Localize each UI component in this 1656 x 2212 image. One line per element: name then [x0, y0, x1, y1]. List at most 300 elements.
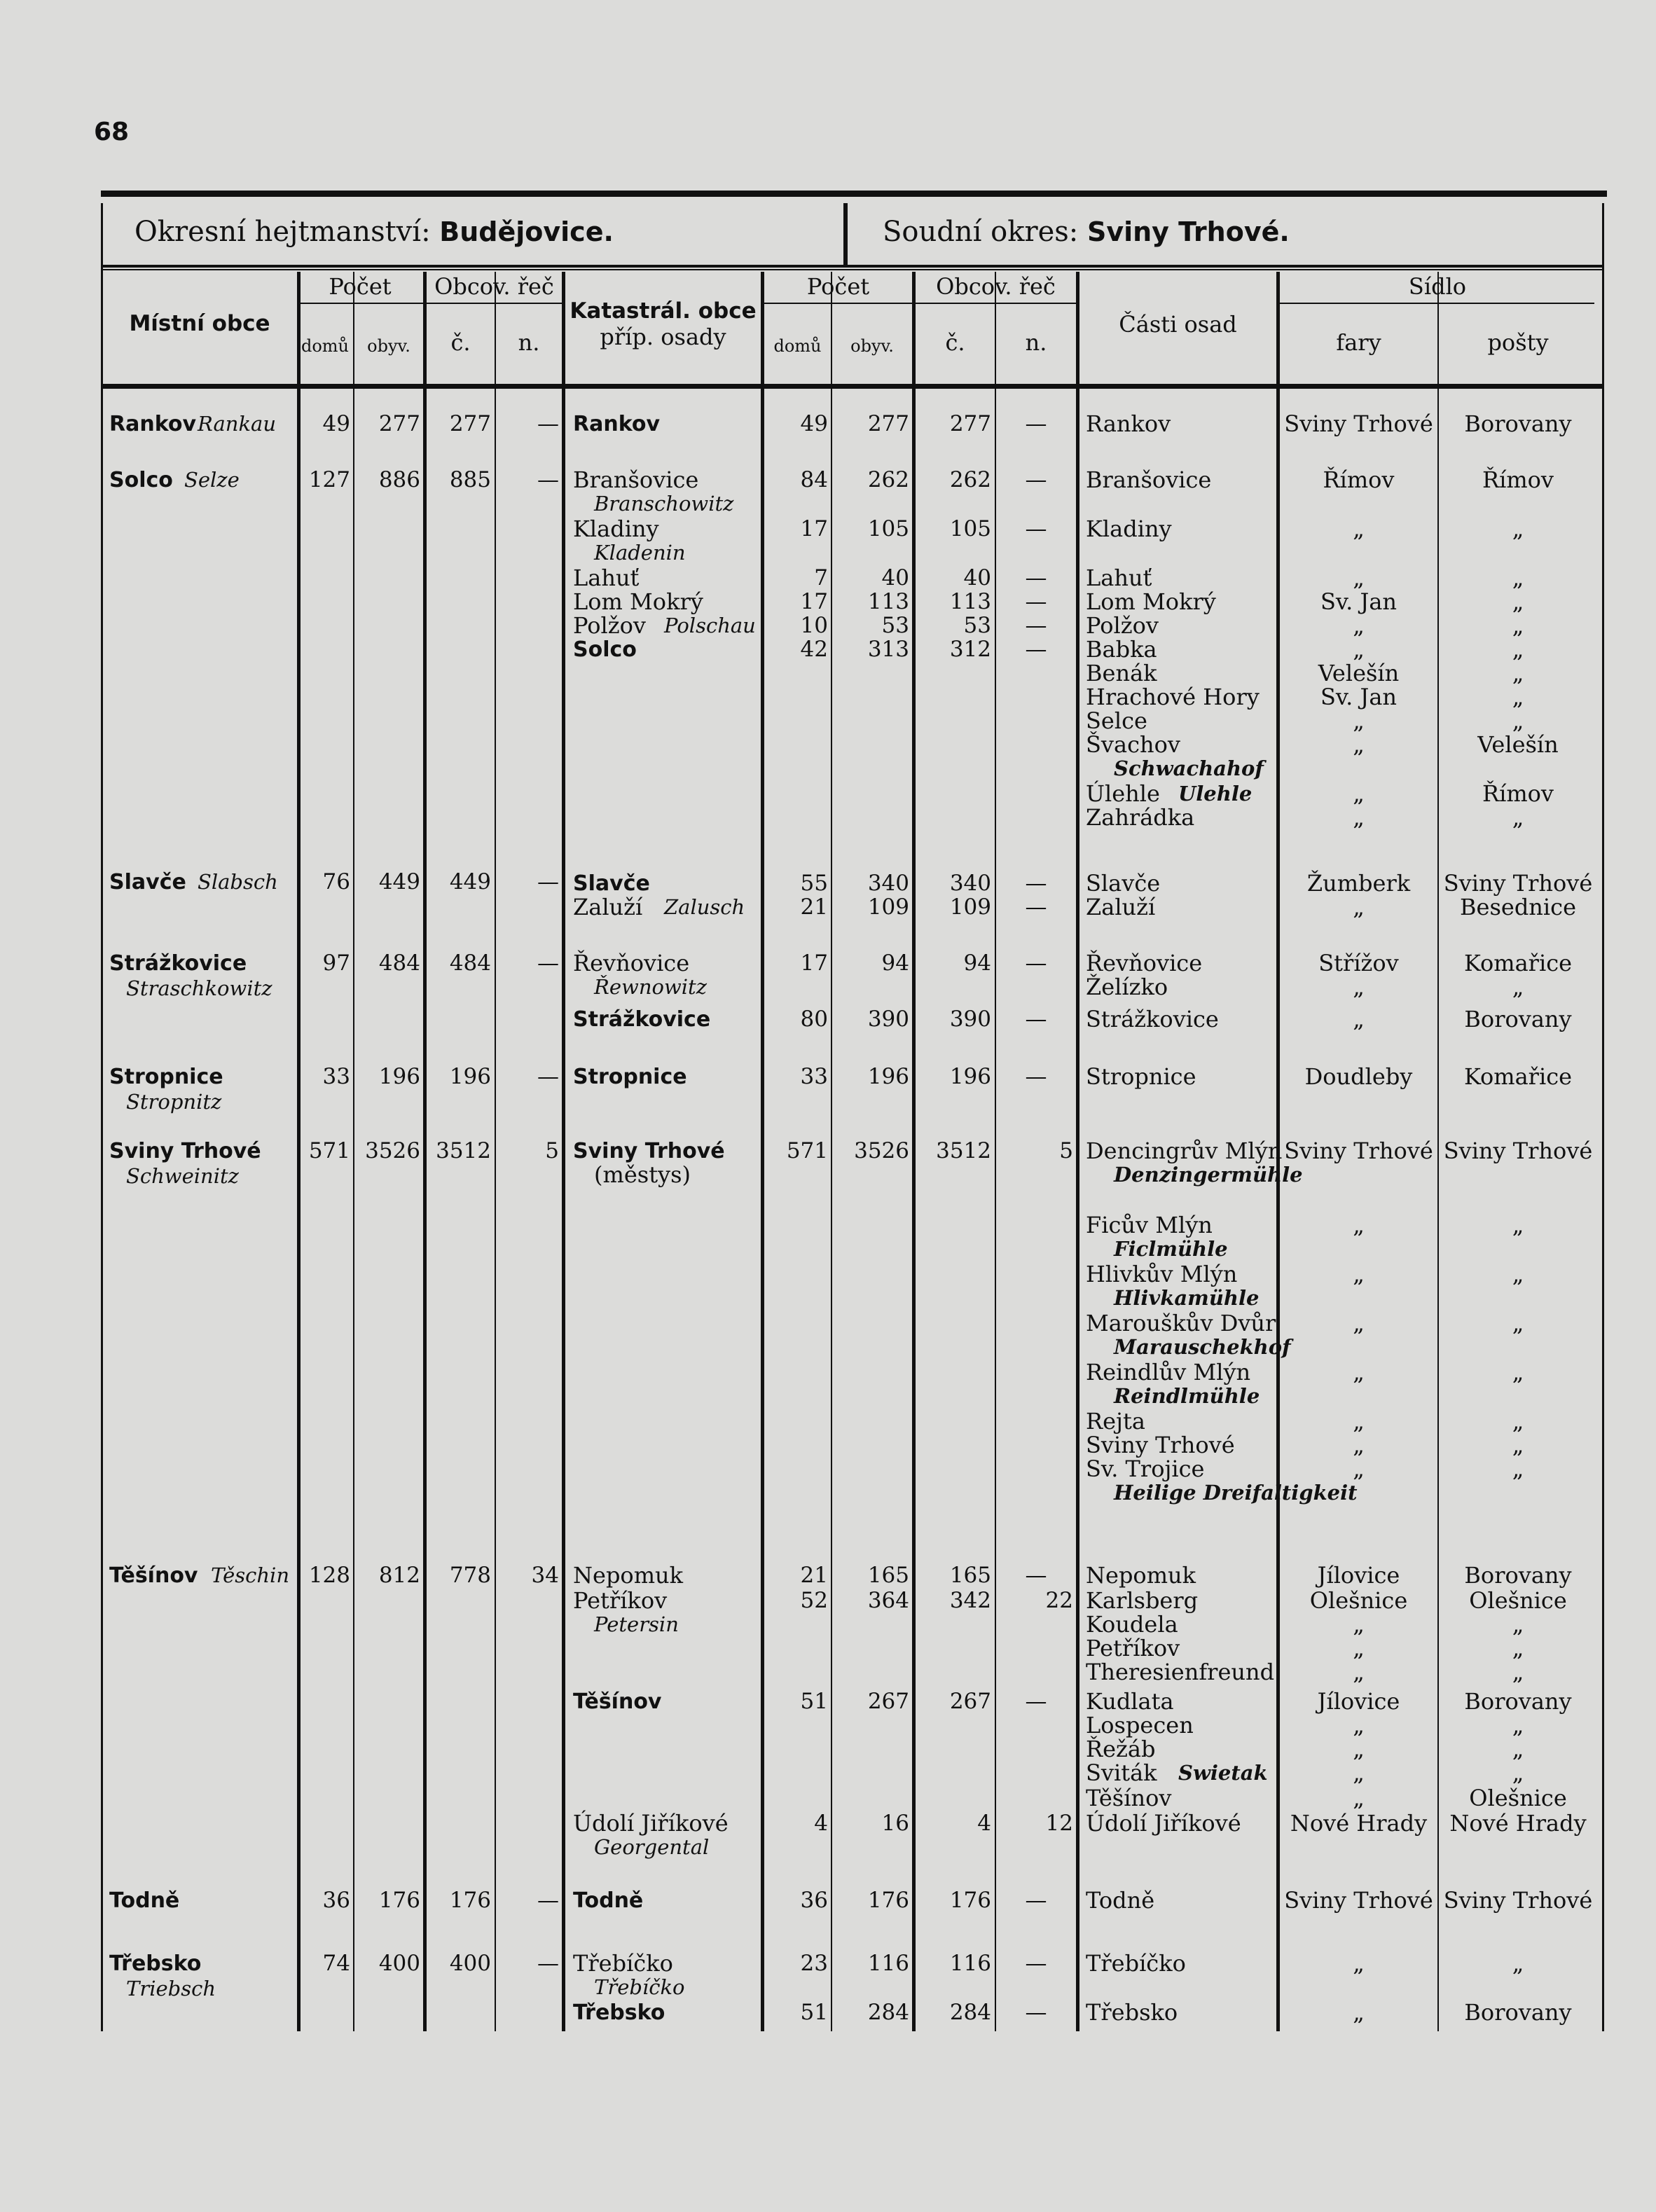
cadastral-population: 340: [867, 871, 909, 896]
municipality-name: Třebsko: [109, 1951, 202, 1976]
settlement-part-name: Lahuť: [1086, 565, 1152, 591]
post-office: „: [1512, 707, 1524, 734]
cadastral-german: Branschowitz: [594, 492, 734, 516]
post-office: „: [1512, 1261, 1524, 1287]
settlement-part-name: Reindlův Mlýn: [1086, 1359, 1251, 1385]
parish-seat: „: [1353, 1611, 1365, 1638]
settlement-part-name: Lom Mokrý: [1086, 588, 1216, 615]
municipality-name: Solco: [109, 468, 173, 492]
municipality-german: Straschkowitz: [126, 976, 272, 1000]
cadastral-name: Slavče: [573, 871, 650, 896]
parish-seat: Jílovice: [1317, 1562, 1400, 1589]
cadastral-czech: 342: [949, 1588, 991, 1613]
post-office: Borovany: [1464, 410, 1572, 437]
cadastral-name: Branšovice: [573, 466, 699, 493]
cadastral-name: Petříkov: [573, 1587, 668, 1614]
pocet2-underline: [761, 303, 1079, 304]
parish-seat: „: [1353, 1635, 1365, 1661]
parish-seat: „: [1353, 1999, 1365, 2026]
settlement-part-name: Hrachové Hory: [1086, 684, 1260, 710]
cadastral-czech: 116: [949, 1951, 991, 1976]
municipality-houses: 36: [322, 1888, 350, 1913]
cadastral-population: 16: [881, 1811, 909, 1836]
settlement-part-name: Nepomuk: [1086, 1562, 1196, 1589]
post-office: Sviny Trhové: [1443, 1887, 1593, 1914]
header-domu: domů: [301, 336, 350, 356]
header-obcov-rec: Obcov. řeč: [434, 273, 554, 300]
cadastral-german-speakers: —: [1025, 1563, 1047, 1588]
post-office: „: [1512, 1310, 1524, 1336]
settlement-part-german: Schwachahof: [1114, 756, 1264, 780]
settlement-part-german: Denzingermühle: [1114, 1163, 1303, 1187]
cadastral-houses: 49: [800, 411, 828, 436]
cadastral-population: 267: [867, 1689, 909, 1714]
parish-seat: Sviny Trhové: [1284, 1138, 1433, 1164]
cadastral-houses: 17: [800, 951, 828, 976]
parish-seat: Nové Hrady: [1290, 1810, 1428, 1837]
cadastral-population: 105: [867, 516, 909, 541]
parish-seat: „: [1353, 707, 1365, 734]
municipality-population: 812: [378, 1563, 420, 1588]
header-sidlo: Sídlo: [1408, 273, 1467, 300]
col-rule: [562, 272, 565, 2031]
header-casti-osad: Části osad: [1119, 311, 1237, 338]
cadastral-name: Polžov: [573, 612, 646, 639]
cadastral-houses: 55: [800, 871, 828, 896]
settlement-part-name: Todně: [1086, 1887, 1155, 1914]
cadastral-population: 284: [867, 2000, 909, 2025]
header-mistni-obce: Místní obce: [129, 311, 270, 336]
municipality-czech: 449: [449, 869, 491, 894]
post-office: „: [1512, 565, 1524, 591]
cadastral-german-speakers: —: [1025, 871, 1047, 896]
post-office: Velešín: [1477, 731, 1559, 758]
settlement-part-name: Kudlata: [1086, 1688, 1174, 1715]
post-office: „: [1512, 1212, 1524, 1238]
parish-seat: Doudleby: [1304, 1063, 1413, 1090]
header-katastr: Katastrál. obce: [570, 298, 757, 324]
settlement-part-name: Švachov: [1086, 731, 1180, 758]
municipality-german: Slabsch: [198, 870, 278, 894]
settlement-part-name: Hlivkův Mlýn: [1086, 1261, 1238, 1287]
municipality-german-speakers: 5: [545, 1138, 559, 1163]
cadastral-czech: 3512: [936, 1138, 991, 1163]
municipality-population: 3526: [365, 1138, 420, 1163]
settlement-part-name: Řevňovice: [1086, 950, 1203, 976]
settlement-part-name: Rankov: [1086, 410, 1171, 437]
cadastral-german: Třebíčko: [594, 1975, 685, 1999]
settlement-part-name: Řežáb: [1086, 1736, 1156, 1762]
post-office: „: [1512, 1635, 1524, 1661]
cadastral-population: 109: [867, 894, 909, 920]
post-office: „: [1512, 1611, 1524, 1638]
post-office: Borovany: [1464, 1562, 1572, 1589]
municipality-name: Sviny Trhové: [109, 1139, 261, 1163]
parish-seat: „: [1353, 1456, 1365, 1482]
cadastral-german: Zalusch: [664, 895, 745, 919]
cadastral-houses: 51: [800, 1689, 828, 1714]
cadastral-name: Nepomuk: [573, 1562, 684, 1589]
settlement-part-name: Těšínov: [1086, 1785, 1172, 1811]
settlement-part-name: Strážkovice: [1086, 1006, 1219, 1032]
cadastral-name: Třebsko: [573, 2000, 665, 2025]
municipality-houses: 76: [322, 869, 350, 894]
cadastral-houses: 4: [814, 1811, 828, 1836]
parish-seat: Olešnice: [1309, 1587, 1408, 1614]
header-pocet: Počet: [329, 273, 392, 300]
post-office: „: [1512, 1712, 1524, 1739]
header-c2: č.: [945, 329, 965, 356]
parish-seat: „: [1353, 1950, 1365, 1977]
settlement-part-name: Petříkov: [1086, 1635, 1180, 1661]
municipality-german: Selze: [184, 468, 240, 492]
municipality-czech: 484: [449, 951, 491, 976]
municipality-german-speakers: —: [537, 1064, 559, 1089]
header-rule: [101, 265, 1604, 268]
post-office: Nové Hrady: [1449, 1810, 1587, 1837]
settlement-part-name: Marouškův Dvůr: [1086, 1310, 1276, 1336]
cadastral-german: Řewnowitz: [594, 975, 707, 999]
settlement-part-name: Karlsberg: [1086, 1587, 1199, 1614]
district-label-text: Okresní hejtmanství:: [134, 216, 431, 248]
parish-seat: Žumberk: [1306, 870, 1411, 897]
cadastral-houses: 17: [800, 516, 828, 541]
municipality-german: Těschin: [211, 1563, 290, 1587]
header-pocet2: Počet: [806, 273, 870, 300]
cadastral-houses: 571: [786, 1138, 828, 1163]
parish-seat: „: [1353, 1359, 1365, 1385]
cadastral-population: 196: [867, 1064, 909, 1089]
post-office: Borovany: [1464, 1006, 1572, 1032]
parish-seat: Velešín: [1318, 660, 1400, 686]
cadastral-houses: 23: [800, 1951, 828, 1976]
page-number: 68: [94, 118, 130, 146]
cadastral-german-speakers: —: [1025, 516, 1047, 541]
parish-seat: „: [1353, 1785, 1365, 1811]
settlement-part-name: Úlehle: [1086, 780, 1160, 807]
municipality-name: Stropnice: [109, 1065, 223, 1089]
municipality-houses: 74: [322, 1951, 350, 1976]
post-office: „: [1512, 684, 1524, 710]
cadastral-population: 176: [867, 1888, 909, 1913]
cadastral-german-speakers: —: [1025, 1951, 1047, 1976]
cadastral-houses: 51: [800, 2000, 828, 2025]
post-office: „: [1512, 588, 1524, 615]
cadastral-name: Třebíčko: [573, 1950, 673, 1977]
parish-seat: Sv. Jan: [1320, 588, 1398, 615]
settlement-part-german: Heilige Dreifaltigkeit: [1114, 1481, 1358, 1505]
cadastral-german-speakers: 12: [1045, 1811, 1073, 1836]
cadastral-name: Těšínov: [573, 1689, 662, 1714]
municipality-houses: 33: [322, 1064, 350, 1089]
cadastral-czech: 113: [949, 589, 991, 614]
cadastral-czech: 312: [949, 637, 991, 662]
cadastral-houses: 10: [800, 613, 828, 638]
municipality-name: Todně: [109, 1888, 180, 1913]
municipality-german-speakers: —: [537, 1951, 559, 1976]
parish-seat: „: [1353, 804, 1365, 831]
settlement-part-name: Želízko: [1086, 974, 1168, 1000]
header-domu2: domů: [773, 336, 822, 356]
header-obyv2: obyv.: [850, 336, 894, 356]
cadastral-german: Polschau: [664, 614, 756, 637]
cadastral-population: 262: [867, 467, 909, 492]
cadastral-houses: 21: [800, 1563, 828, 1588]
cadastral-german: Petersin: [594, 1612, 679, 1636]
settlement-part-name: Ficův Mlýn: [1086, 1212, 1213, 1238]
municipality-czech: 400: [449, 1951, 491, 1976]
cadastral-czech: 40: [963, 565, 991, 590]
parish-seat: „: [1353, 636, 1365, 663]
settlement-part-name: Sviták: [1086, 1760, 1157, 1786]
top-rule: [101, 191, 1607, 197]
header-katastr2: příp. osady: [600, 324, 726, 350]
parish-seat: „: [1353, 1310, 1365, 1336]
post-office: Komařice: [1463, 1063, 1573, 1090]
cadastral-german-speakers: —: [1025, 2000, 1047, 2025]
parish-seat: „: [1353, 1212, 1365, 1238]
pocet-underline: [297, 303, 562, 304]
cadastral-houses: 36: [800, 1888, 828, 1913]
municipality-czech: 176: [449, 1888, 491, 1913]
municipality-german: Triebsch: [126, 1977, 216, 2000]
municipality-czech: 778: [449, 1563, 491, 1588]
post-office: Borovany: [1464, 1688, 1572, 1715]
cadastral-population: 364: [867, 1588, 909, 1613]
cadastral-czech: 390: [949, 1007, 991, 1032]
post-office: „: [1512, 974, 1524, 1000]
header-bottom-rule: [101, 384, 1604, 389]
parish-seat: Sviny Trhové: [1284, 410, 1433, 437]
header-obcov-rec2: Obcov. řeč: [936, 273, 1056, 300]
settlement-part-german: Marauschekhof: [1114, 1335, 1291, 1359]
cadastral-houses: 80: [800, 1007, 828, 1032]
cadastral-population: 313: [867, 637, 909, 662]
header-rule-thin: [101, 269, 1604, 270]
cadastral-german-speakers: —: [1025, 1888, 1047, 1913]
cadastral-population: 277: [867, 411, 909, 436]
post-office: Římov: [1482, 466, 1554, 493]
settlement-part-name: Babka: [1086, 636, 1157, 663]
cadastral-german-speakers: —: [1025, 1064, 1047, 1089]
cadastral-czech: 176: [949, 1888, 991, 1913]
cadastral-german-speakers: 5: [1059, 1138, 1073, 1163]
cadastral-name: Stropnice: [573, 1065, 687, 1089]
post-office: Sviny Trhové: [1443, 870, 1593, 897]
header-c: č.: [450, 329, 471, 356]
cadastral-german-speakers: —: [1025, 894, 1047, 920]
cadastral-population: 390: [867, 1007, 909, 1032]
cadastral-german-speakers: —: [1025, 1007, 1047, 1032]
cadastral-german-speakers: 22: [1045, 1588, 1073, 1613]
sidlo-underline: [1279, 303, 1594, 304]
cadastral-houses: 84: [800, 467, 828, 492]
cadastral-population: 116: [867, 1951, 909, 1976]
municipality-german-speakers: —: [537, 869, 559, 894]
municipality-german-speakers: —: [537, 1888, 559, 1913]
post-office: Římov: [1482, 780, 1554, 807]
cadastral-german-speakers: —: [1025, 411, 1047, 436]
parish-seat: „: [1353, 565, 1365, 591]
settlement-part-name: Koudela: [1086, 1611, 1178, 1638]
cadastral-czech: 94: [963, 951, 991, 976]
settlement-part-name: Branšovice: [1086, 466, 1212, 493]
settlement-part-name: Rejta: [1086, 1408, 1145, 1435]
cadastral-population: 113: [867, 589, 909, 614]
parish-seat: „: [1353, 516, 1365, 542]
parish-seat: Sv. Jan: [1320, 684, 1398, 710]
col-rule: [1076, 272, 1079, 2031]
settlement-part-german: Ulehle: [1178, 782, 1253, 806]
post-office: „: [1512, 1760, 1524, 1786]
municipality-population: 400: [378, 1951, 420, 1976]
parish-seat: „: [1353, 1659, 1365, 1685]
court-value: Sviny Trhové.: [1086, 216, 1290, 247]
settlement-part-name: Stropnice: [1086, 1063, 1196, 1090]
settlement-part-name: Benák: [1086, 660, 1157, 686]
municipality-czech: 885: [449, 467, 491, 492]
post-office: „: [1512, 1359, 1524, 1385]
cadastral-czech: 262: [949, 467, 991, 492]
parish-seat: „: [1353, 1760, 1365, 1786]
municipality-houses: 128: [308, 1563, 350, 1588]
municipality-german: Rankau: [198, 412, 277, 436]
parish-seat: Střížov: [1318, 950, 1399, 976]
parish-seat: „: [1353, 780, 1365, 807]
cadastral-name: Zaluží: [573, 894, 643, 920]
post-office: „: [1512, 1659, 1524, 1685]
cadastral-houses: 7: [814, 565, 828, 590]
cadastral-german-speakers: —: [1025, 467, 1047, 492]
cadastral-czech: 165: [949, 1563, 991, 1588]
post-office: Olešnice: [1469, 1587, 1567, 1614]
post-office: Komařice: [1463, 950, 1573, 976]
cadastral-czech: 267: [949, 1689, 991, 1714]
municipality-german-speakers: 34: [531, 1563, 559, 1588]
settlement-part-name: Polžov: [1086, 612, 1159, 639]
cadastral-german-speakers: —: [1025, 589, 1047, 614]
settlement-part-name: Sv. Trojice: [1086, 1456, 1205, 1482]
cadastral-name: Rankov: [573, 412, 661, 436]
parish-seat: „: [1353, 1006, 1365, 1032]
municipality-german-speakers: —: [537, 411, 559, 436]
parish-seat: „: [1353, 1712, 1365, 1739]
settlement-part-german: Ficlmühle: [1114, 1237, 1228, 1261]
cadastral-population: 94: [881, 951, 909, 976]
cadastral-houses: 52: [800, 1588, 828, 1613]
cadastral-german-speakers: —: [1025, 1689, 1047, 1714]
cadastral-name: Lahuť: [573, 565, 640, 591]
settlement-part-name: Třebíčko: [1086, 1950, 1186, 1977]
municipality-czech: 277: [449, 411, 491, 436]
cadastral-name: Údolí Jiříkové: [573, 1810, 729, 1837]
cadastral-name: Strážkovice: [573, 1007, 711, 1032]
header-fary: fary: [1336, 329, 1381, 356]
parish-seat: Římov: [1323, 466, 1395, 493]
post-office: Olešnice: [1469, 1785, 1567, 1811]
parish-seat: „: [1353, 974, 1365, 1000]
cadastral-czech: 284: [949, 2000, 991, 2025]
settlement-part-name: Selce: [1086, 707, 1147, 734]
cadastral-name: Todně: [573, 1888, 644, 1913]
municipality-german-speakers: —: [537, 951, 559, 976]
post-office: „: [1512, 1950, 1524, 1977]
cadastral-czech: 340: [949, 871, 991, 896]
municipality-houses: 127: [308, 467, 350, 492]
post-office: „: [1512, 1736, 1524, 1762]
municipality-name: Rankov: [109, 412, 197, 436]
cadastral-population: 165: [867, 1563, 909, 1588]
post-office: „: [1512, 660, 1524, 686]
municipality-german: Stropnitz: [126, 1090, 222, 1114]
post-office: „: [1512, 804, 1524, 831]
settlement-part-german: Hlivkamühle: [1114, 1286, 1260, 1310]
municipality-population: 277: [378, 411, 420, 436]
cadastral-german: Georgental: [594, 1835, 710, 1859]
cadastral-houses: 33: [800, 1064, 828, 1089]
settlement-part-name: Lospecen: [1086, 1712, 1194, 1739]
cadastral-population: 53: [881, 613, 909, 638]
municipality-houses: 97: [322, 951, 350, 976]
header-posty: pošty: [1487, 329, 1549, 356]
post-office: Sviny Trhové: [1443, 1138, 1593, 1164]
municipality-name: Těšínov: [109, 1563, 198, 1588]
cadastral-population: 40: [881, 565, 909, 590]
settlement-part-name: Třebsko: [1086, 1999, 1178, 2026]
settlement-part-name: Sviny Trhové: [1086, 1432, 1235, 1458]
parish-seat: „: [1353, 894, 1365, 920]
cadastral-czech: 4: [977, 1811, 991, 1836]
parish-seat: Sviny Trhové: [1284, 1887, 1433, 1914]
cadastral-czech: 277: [949, 411, 991, 436]
settlement-part-name: Údolí Jiříkové: [1086, 1810, 1241, 1837]
cadastral-name: Solco: [573, 637, 637, 662]
post-office: „: [1512, 1408, 1524, 1435]
cadastral-german-speakers: —: [1025, 637, 1047, 662]
parish-seat: „: [1353, 612, 1365, 639]
cadastral-czech: 53: [963, 613, 991, 638]
court-label-text: Soudní okres:: [883, 216, 1079, 248]
district-value: Budějovice.: [439, 216, 614, 247]
municipality-german: Schweinitz: [126, 1164, 239, 1188]
municipality-population: 176: [378, 1888, 420, 1913]
post-office: „: [1512, 636, 1524, 663]
municipality-population: 886: [378, 467, 420, 492]
cadastral-german-speakers: —: [1025, 613, 1047, 638]
cadastral-name: Lom Mokrý: [573, 588, 703, 615]
cadastral-german: Kladenin: [594, 541, 686, 565]
cadastral-name: Sviny Trhové: [573, 1139, 725, 1163]
cadastral-name: Kladiny: [573, 516, 659, 542]
municipality-czech: 196: [449, 1064, 491, 1089]
header-obyv: obyv.: [367, 336, 410, 356]
settlement-part-german: Reindlmühle: [1114, 1384, 1260, 1408]
settlement-part-name: Zahrádka: [1086, 804, 1195, 831]
post-office: „: [1512, 612, 1524, 639]
settlement-part-name: Theresienfreund: [1086, 1659, 1275, 1685]
cadastral-czech: 105: [949, 516, 991, 541]
header-n: n.: [518, 329, 540, 356]
parish-seat: „: [1353, 1408, 1365, 1435]
parish-seat: „: [1353, 1261, 1365, 1287]
cadastral-population: 3526: [854, 1138, 909, 1163]
municipality-czech: 3512: [436, 1138, 491, 1163]
parish-seat: „: [1353, 731, 1365, 758]
post-office: Besednice: [1460, 894, 1576, 920]
cadastral-german-speakers: —: [1025, 565, 1047, 590]
cadastral-czech: 109: [949, 894, 991, 920]
cadastral-german: (městys): [594, 1161, 691, 1188]
